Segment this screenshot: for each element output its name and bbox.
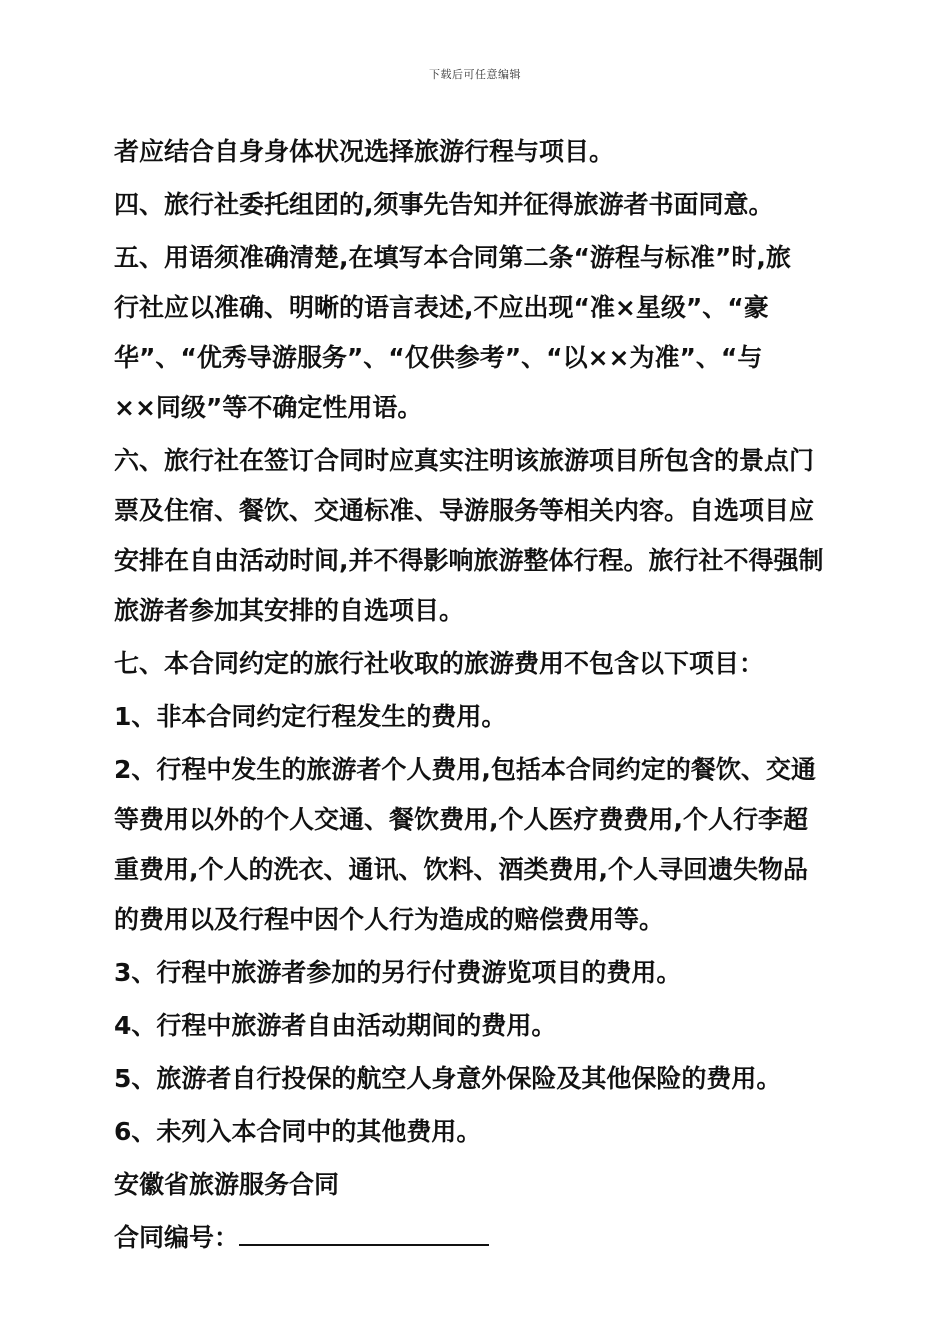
- paragraph-clause-7: [114, 639, 839, 689]
- text-line: 重费用,个人的洗衣、通讯、饮料、酒类费用,个人寻回遗失物品: [114, 855, 808, 884]
- contract-number-field[interactable]: [239, 1214, 489, 1246]
- text-line: 四、旅行社委托组团的,须事先告知并征得旅游者书面同意。: [114, 190, 774, 219]
- text-line: 旅游者参加其安排的自选项目。: [114, 596, 465, 625]
- text-line: 安徽省旅游服务合同: [114, 1170, 340, 1199]
- document-body: [114, 127, 839, 1266]
- list-item-3: [114, 948, 839, 998]
- page-header: 下载后可任意编辑: [429, 68, 521, 81]
- paragraph-clause-6: [114, 436, 839, 636]
- list-item-1: [114, 692, 839, 742]
- text-line: 者应结合自身身体状况选择旅游行程与项目。: [114, 137, 615, 166]
- paragraph-clause-4: [114, 180, 839, 230]
- text-line: 七、本合同约定的旅行社收取的旅游费用不包含以下项目：: [114, 649, 765, 678]
- text-line: ××同级”等不确定性用语。: [114, 393, 423, 422]
- list-item-4: [114, 1001, 839, 1051]
- contract-number-label: 合同编号：: [114, 1223, 240, 1252]
- list-item-2: [114, 745, 839, 945]
- text-line: 5、旅游者自行投保的航空人身意外保险及其他保险的费用。: [114, 1064, 782, 1093]
- list-item-6: [114, 1107, 839, 1157]
- list-item-5: [114, 1054, 839, 1104]
- text-line: 六、旅行社在签订合同时应真实注明该旅游项目所包含的景点门: [114, 446, 815, 475]
- paragraph-continuation: [114, 127, 839, 177]
- text-line: 五、用语须准确清楚,在填写本合同第二条“游程与标准”时,旅: [114, 243, 791, 272]
- text-line: 华”、“优秀导游服务”、“仅供参考”、“以××为准”、“与: [114, 343, 763, 372]
- text-line: 2、行程中发生的旅游者个人费用,包括本合同约定的餐饮、交通: [114, 755, 816, 784]
- paragraph-clause-5: [114, 233, 839, 433]
- text-line: 4、行程中旅游者自由活动期间的费用。: [114, 1011, 557, 1040]
- contract-number-row: [114, 1213, 839, 1263]
- text-line: 票及住宿、餐饮、交通标准、导游服务等相关内容。自选项目应: [114, 496, 815, 525]
- text-line: 行社应以准确、明晰的语言表述,不应出现“准×星级”、“豪: [114, 293, 769, 322]
- text-line: 等费用以外的个人交通、餐饮费用,个人医疗费费用,个人行李超: [114, 805, 808, 834]
- text-line: 3、行程中旅游者参加的另行付费游览项目的费用。: [114, 958, 682, 987]
- text-line: 安排在自由活动时间,并不得影响旅游整体行程。旅行社不得强制: [114, 546, 824, 575]
- text-line: 1、非本合同约定行程发生的费用。: [114, 702, 507, 731]
- contract-number-line: [114, 1213, 839, 1263]
- text-line: 的费用以及行程中因个人行为造成的赔偿费用等。: [114, 905, 665, 934]
- text-line: 6、未列入本合同中的其他费用。: [114, 1117, 482, 1146]
- contract-title: [114, 1160, 839, 1210]
